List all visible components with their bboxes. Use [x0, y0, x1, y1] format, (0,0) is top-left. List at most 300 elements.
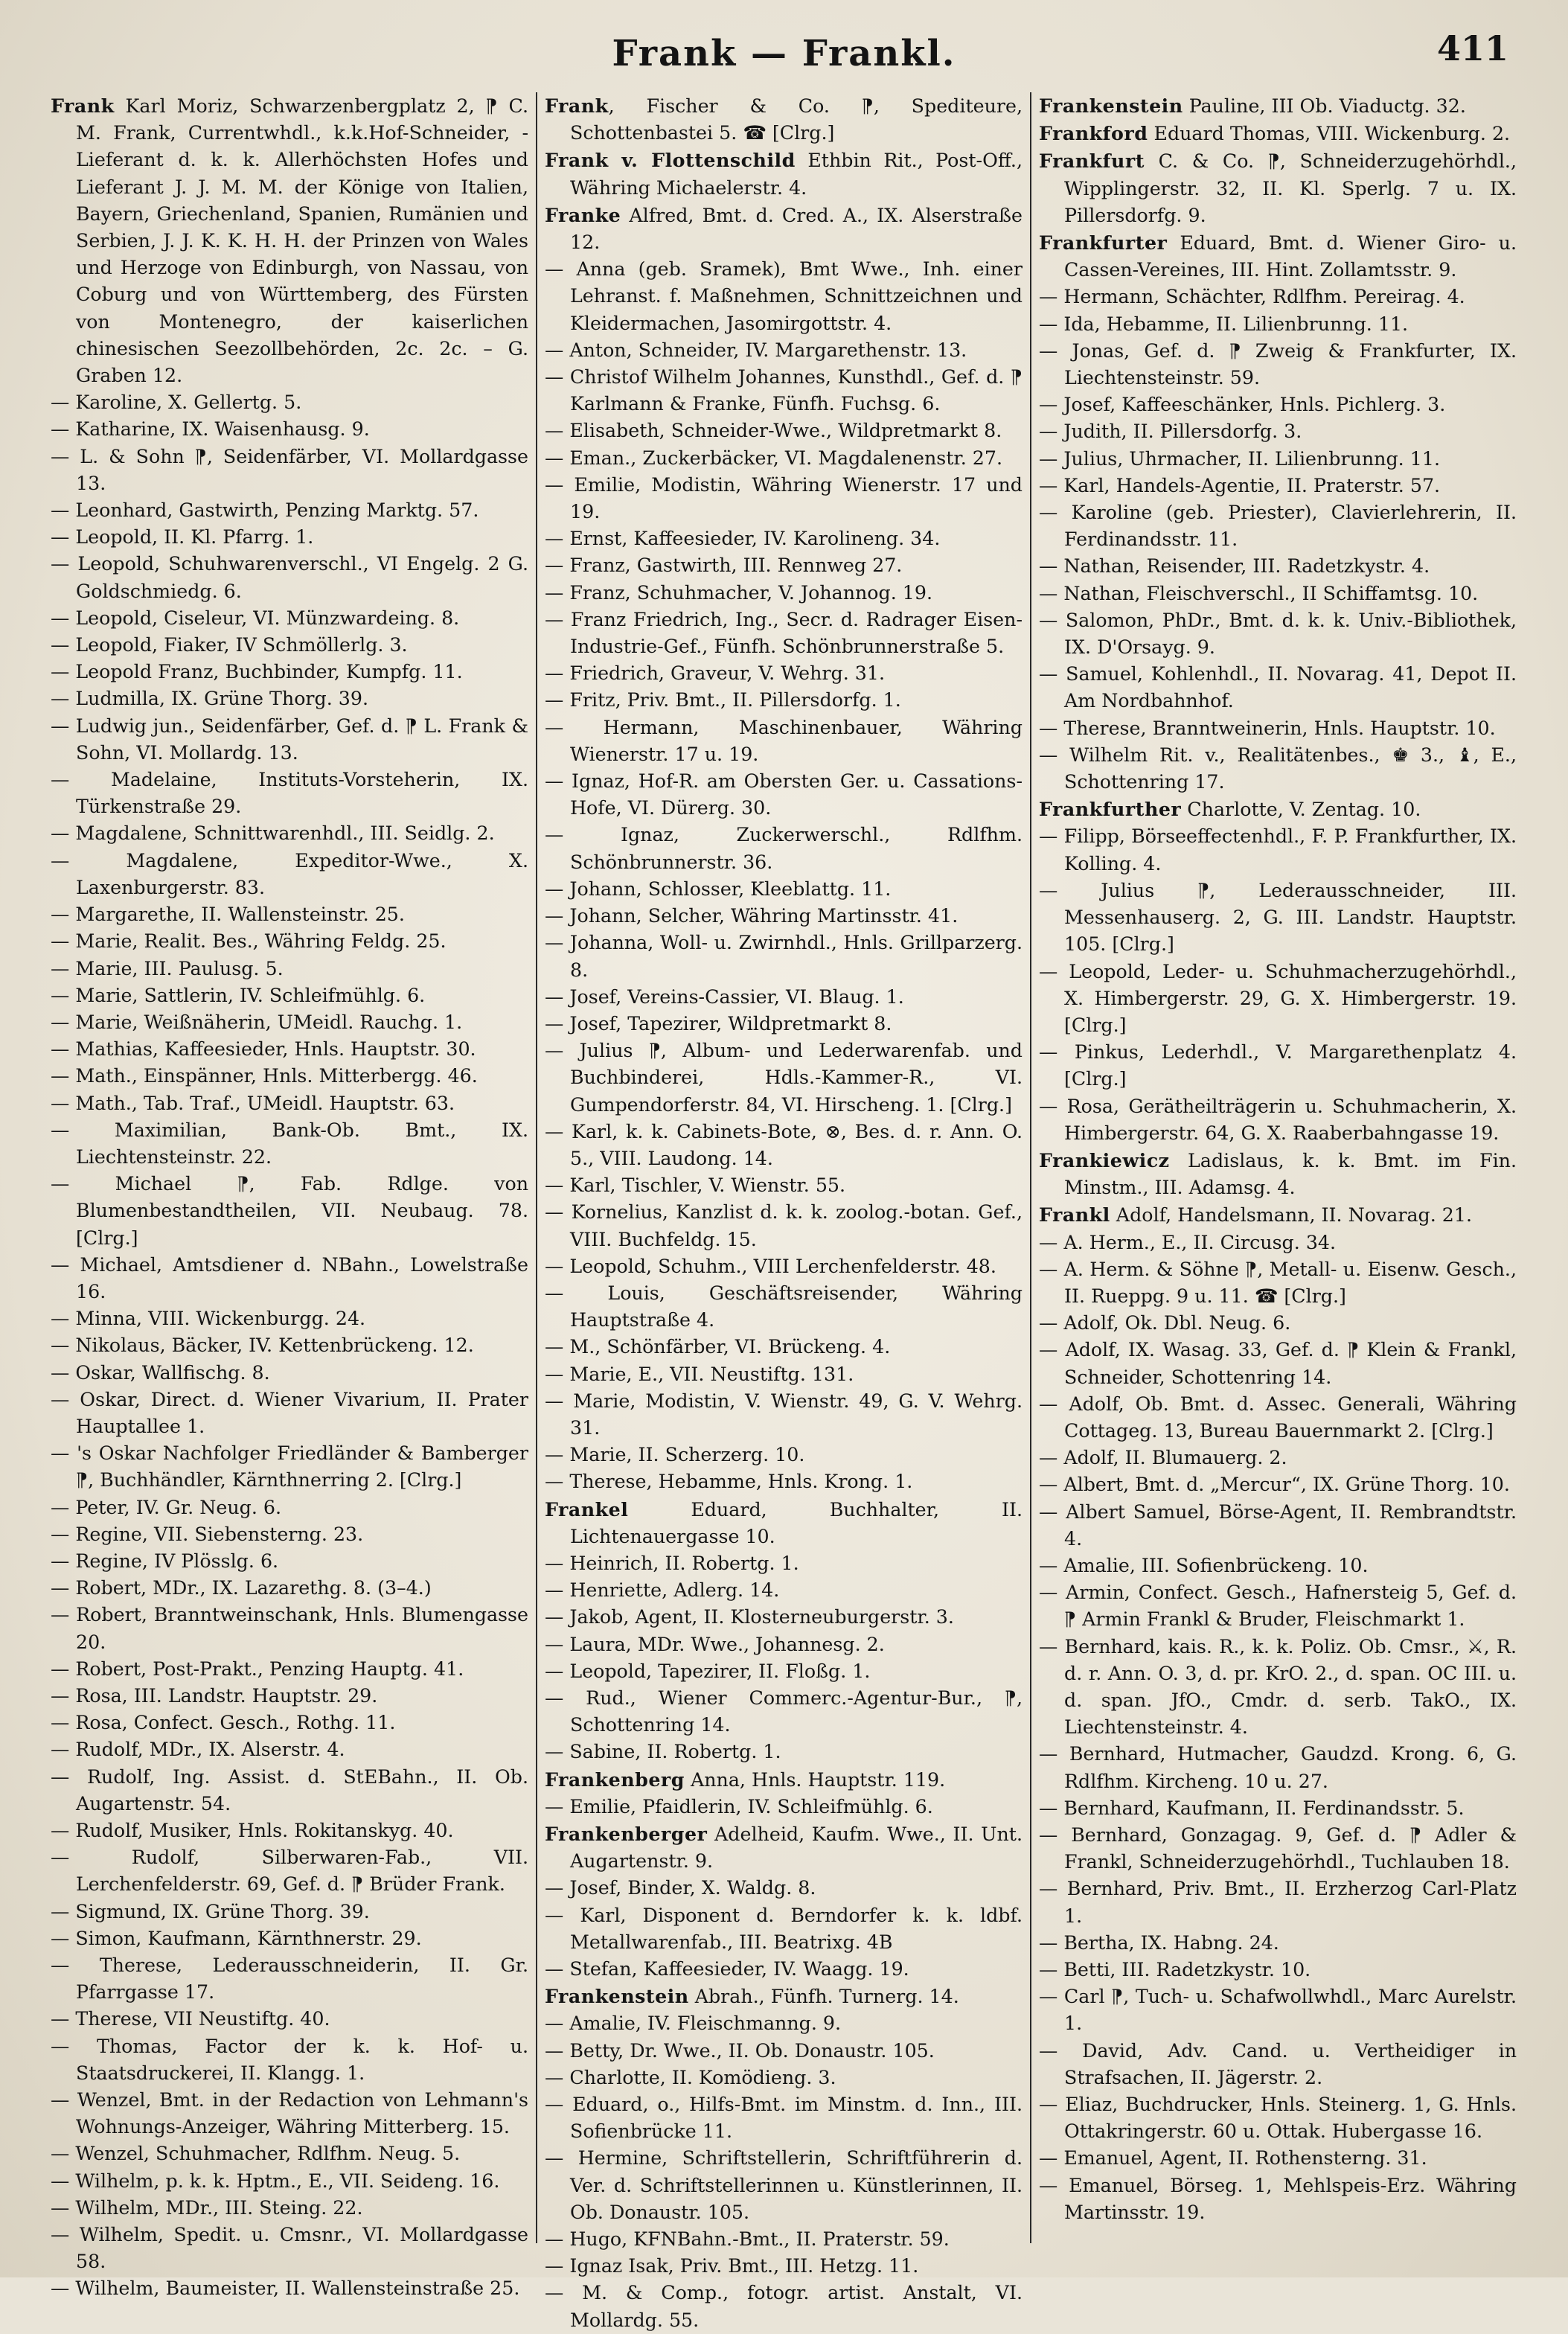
directory-entry: [1039, 742, 1517, 796]
entry-text: — Carl ⁋, Tuch- u. Schafwollwhdl., Marc Aurelstr. 1.: [1039, 1986, 1517, 2035]
entry-text: — Karl, Tischler, V. Wienstr. 55.: [545, 1174, 846, 1197]
entry-text: — Hugo, KFNBahn.-Bmt., II. Praterstr. 59.: [545, 2228, 950, 2251]
directory-entry: [1039, 499, 1517, 553]
directory-entry: [1039, 1795, 1517, 1822]
directory-entry: [545, 1658, 1023, 1685]
entry-surname: Frankiewicz: [1039, 1148, 1170, 1171]
entry-text: Karl Moriz, Schwarzenbergplatz 2, ⁋ C. M. Frank, Currentwhdl., k.k.Hof-Schneider, -Lieferant d. k. k. Allerhöchsten Hofes und Lieferant J. J. M. M. der Könige von Italien, Bayern, Griechenland, Spanien, Rumänien und Serbien, J. J. K. K. H. H. der Prinzen von Wales und Herzoge von Edinburgh, von Nassau, von Coburg und von Württemberg, des Fürsten von Montenegro, der kaiserlichen chinesischen Seezollbehörden, 2c. 2c. – G. Graben 12.: [76, 95, 528, 387]
directory-entry: [545, 2065, 1023, 2091]
directory-entry: [1039, 147, 1517, 229]
directory-entry: [1039, 877, 1517, 959]
directory-entry: [51, 92, 528, 389]
page-number: 411: [1436, 28, 1508, 68]
directory-entry: [51, 2033, 528, 2087]
running-title: Frank — Frankl.: [612, 33, 956, 74]
entry-text: — L. & Sohn ⁋, Seidenfärber, VI. Mollardgasse 13.: [51, 445, 528, 494]
directory-entry: [1039, 1983, 1517, 2037]
directory-entry: [1039, 391, 1517, 418]
directory-entry: [51, 389, 528, 416]
entry-text: — Filipp, Börseeffectenhdl., F. P. Frankfurther, IX. Kolling. 4.: [1039, 825, 1517, 875]
directory-entry: [51, 1952, 528, 2006]
directory-entry: [51, 685, 528, 712]
entry-text: Charlotte, V. Zentag. 10.: [1181, 799, 1421, 821]
directory-entry: [545, 687, 1023, 714]
directory-entry: [545, 876, 1023, 903]
directory-entry: [51, 632, 528, 659]
entry-surname: Frankel: [545, 1497, 629, 1521]
entry-text: — Rosa, Gerätheilträgerin u. Schuhmacherin, X. Himbergerstr. 64, G. X. Raaberbahngasse 19.: [1039, 1095, 1517, 1144]
entry-text: — Ida, Hebamme, II. Lilienbrunng. 11.: [1039, 313, 1409, 335]
directory-entry: [51, 2087, 528, 2140]
directory-entry: [545, 1820, 1023, 1875]
entry-text: — Albert, Bmt. d. „Mercur“, IX. Grüne Thorg. 10.: [1039, 1474, 1510, 1496]
entry-text: — Thomas, Factor der k. k. Hof- u. Staatsdruckerei, II. Klangg. 1.: [51, 2035, 528, 2084]
directory-entry: [545, 1604, 1023, 1631]
directory-entry: [1039, 92, 1517, 120]
directory-entry: [51, 1548, 528, 1575]
entry-text: — Rudolf, MDr., IX. Alserstr. 4.: [51, 1739, 345, 1761]
entry-text: — Rosa, Confect. Gesch., Rothg. 11.: [51, 1712, 396, 1734]
directory-entry: [51, 1036, 528, 1063]
entry-text: — Emilie, Pfaidlerin, IV. Schleifmühlg. 6.: [545, 1795, 933, 1817]
entry-text: — Marie, Modistin, V. Wienstr. 49, G. V. Wehrg. 31.: [545, 1390, 1023, 1439]
directory-entry: [545, 2145, 1023, 2226]
directory-entry: [51, 982, 528, 1009]
directory-entry: [51, 901, 528, 928]
entry-text: — Ignaz, Hof-R. am Obersten Ger. u. Cassations-Hofe, VI. Dürerg. 30.: [545, 770, 1023, 819]
directory-entry: [1039, 1579, 1517, 1633]
directory-entry: [545, 1119, 1023, 1172]
directory-entry: [545, 445, 1023, 472]
directory-entry: [51, 848, 528, 901]
directory-entry: [51, 928, 528, 955]
directory-entry: [545, 1468, 1023, 1495]
directory-entry: [1039, 1876, 1517, 1929]
entry-text: — Franz, Schuhmacher, V. Johannog. 19.: [545, 581, 933, 604]
entry-text: — Ernst, Kaffeesieder, IV. Karolineng. 34.: [545, 528, 941, 550]
directory-entry: [51, 1171, 528, 1252]
directory-entry: [545, 92, 1023, 147]
entry-text: — Johanna, Woll- u. Zwirnhdl., Hnls. Grillparzerg. 8.: [545, 932, 1023, 981]
directory-entry: [51, 1602, 528, 1655]
directory-entry: [1039, 446, 1517, 473]
directory-entry: [1039, 2172, 1517, 2226]
directory-entry: [51, 1387, 528, 1440]
directory-entry: [545, 930, 1023, 983]
entry-text: — Marie, Realit. Bes., Währing Feldg. 25.: [51, 930, 447, 953]
entry-text: — Eduard, o., Hilfs-Bmt. im Minstm. d. Inn., III. Sofienbrücke 11.: [545, 2094, 1023, 2143]
entry-text: — Armin, Confect. Gesch., Hafnersteig 5, Gef. d. ⁋ Armin Frankl & Bruder, Fleischmarkt 1.: [1039, 1582, 1517, 1631]
directory-entry: [545, 1280, 1023, 1334]
entry-text: — Salomon, PhDr., Bmt. d. k. k. Univ.-Bibliothek, IX. D'Orsayg. 9.: [1039, 609, 1517, 659]
directory-entry: [1039, 418, 1517, 445]
directory-entry: [51, 444, 528, 497]
directory-entry: [545, 1496, 1023, 1550]
entry-text: — Julius, Uhrmacher, II. Lilienbrunng. 11.: [1039, 447, 1440, 470]
directory-entry: [51, 1521, 528, 1548]
entry-text: — M. & Comp., fotogr. artist. Anstalt, VI. Mollardg. 55.: [545, 2282, 1023, 2331]
directory-entry: [545, 1577, 1023, 1604]
entry-text: — Wilhelm, Baumeister, II. Wallensteinstraße 25.: [51, 2277, 520, 2300]
directory-entry: [51, 1494, 528, 1521]
directory-entry: [545, 472, 1023, 525]
entry-text: — Sigmund, IX. Grüne Thorg. 39.: [51, 1900, 370, 1922]
directory-entry: [1039, 1634, 1517, 1742]
directory-entry: [51, 1683, 528, 1710]
entry-text: — Karl, Handels-Agentie, II. Praterstr. 57.: [1039, 474, 1441, 496]
directory-entry: [1039, 1553, 1517, 1579]
directory-entry: [51, 820, 528, 847]
entry-text: Adolf, Handelsmann, II. Novarag. 21.: [1110, 1204, 1473, 1227]
directory-entry: [51, 1360, 528, 1387]
directory-entry: [545, 1037, 1023, 1119]
entry-text: — Nathan, Reisender, III. Radetzkystr. 4.: [1039, 555, 1430, 578]
entry-text: — Jonas, Gef. d. ⁋ Zweig & Frankfurter, IX. Liechtensteinstr. 59.: [1039, 339, 1517, 389]
entry-text: — Pinkus, Lederhdl., V. Margarethenplatz 4. [Clrg.]: [1039, 1041, 1517, 1090]
entry-text: — Marie, Weißnäherin, UMeidl. Rauchg. 1.: [51, 1011, 463, 1033]
column-right: [1031, 92, 1524, 2243]
entry-text: — A. Herm., E., II. Circusg. 34.: [1039, 1231, 1337, 1253]
entry-text: — Katharine, IX. Waisenhausg. 9.: [51, 418, 370, 441]
directory-entry: [51, 767, 528, 820]
directory-entry: [545, 1902, 1023, 1956]
entry-text: — Madelaine, Instituts-Vorsteherin, IX. Türkenstraße 29.: [51, 769, 528, 818]
entry-text: — Adolf, II. Blumauerg. 2.: [1039, 1447, 1287, 1469]
directory-entry: [1039, 581, 1517, 607]
entry-text: — Karoline (geb. Priester), Clavierlehrerin, II. Ferdinandsstr. 11.: [1039, 502, 1517, 551]
directory-entry: [1039, 2145, 1517, 2172]
entry-text: — M., Schönfärber, VI. Brückeng. 4.: [545, 1336, 891, 1358]
entry-text: — Emilie, Modistin, Währing Wienerstr. 17 und 19.: [545, 473, 1023, 523]
entry-text: — Magdalene, Schnittwarenhdl., III. Seidlg. 2.: [51, 822, 495, 845]
directory-entry: [545, 525, 1023, 552]
entry-text: — Rud., Wiener Commerc.-Agentur-Bur., ⁋, Schottenring 14.: [545, 1686, 1023, 1736]
directory-entry: [545, 418, 1023, 444]
entry-text: — Julius ⁋, Lederausschneider, III. Messenhauserg. 2, G. III. Landstr. Hauptstr. 105. [Clrg.]: [1039, 879, 1517, 956]
entry-text: — Josef, Vereins-Cassier, VI. Blaug. 1.: [545, 985, 904, 1008]
entry-text: — Elisabeth, Schneider-Wwe., Wildpretmarkt 8.: [545, 420, 1002, 442]
directory-entry: [1039, 607, 1517, 661]
entry-text: — Anton, Schneider, IV. Margarethenstr. 13.: [545, 339, 967, 361]
directory-entry: [545, 1875, 1023, 1902]
directory-entry: [1039, 338, 1517, 391]
directory-entry: [51, 416, 528, 443]
directory-entry: [1039, 1741, 1517, 1794]
entry-text: — Eliaz, Buchdrucker, Hnls. Steinerg. 1, G. Hnls. Ottakringerstr. 60 u. Ottak. Hubergasse 16.: [1039, 2094, 1517, 2143]
directory-entry: [545, 1172, 1023, 1199]
entry-text: — Adolf, Ok. Dbl. Neug. 6.: [1039, 1312, 1291, 1334]
entry-text: — Hermann, Maschinenbauer, Währing Wienerstr. 17 u. 19.: [545, 716, 1023, 765]
entry-text: — Therese, Lederausschneiderin, II. Gr. Pfarrgasse 17.: [51, 1954, 528, 2004]
entry-text: Pauline, III Ob. Viaductg. 32.: [1183, 95, 1466, 117]
entry-text: Adelheid, Kaufm. Wwe., II. Unt. Augartenstr. 9.: [570, 1823, 1023, 1873]
directory-entry: [1039, 823, 1517, 877]
directory-entry: [1039, 959, 1517, 1040]
entry-text: — Laura, MDr. Wwe., Johannesg. 2.: [545, 1633, 885, 1655]
directory-entry: [545, 2091, 1023, 2145]
column-left: [43, 92, 537, 2300]
directory-entry: [51, 497, 528, 524]
entry-text: — Albert Samuel, Börse-Agent, II. Rembrandtstr. 4.: [1039, 1500, 1517, 1550]
entry-text: — Bernhard, Gonzagag. 9, Gef. d. ⁋ Adler & Frankl, Schneiderzugehörhdl., Tuchlauben 18.: [1039, 1824, 1517, 1873]
directory-entry: [545, 660, 1023, 687]
entry-text: — Wilhelm, p. k. k. Hptm., E., VII. Seideng. 16.: [51, 2170, 500, 2192]
directory-entry: [1039, 1256, 1517, 1310]
directory-entry: [1039, 1930, 1517, 1957]
entry-text: — Fritz, Priv. Bmt., II. Pillersdorfg. 1.: [545, 689, 901, 712]
entry-text: — Mathias, Kaffeesieder, Hnls. Hauptstr. 30.: [51, 1038, 476, 1061]
entry-surname: Frankfurther: [1039, 798, 1182, 821]
entry-text: , Fischer & Co. ⁋, Spediteure, Schottenbastei 5. ☎ [Clrg.]: [570, 95, 1023, 144]
entry-text: C. & Co. ⁋, Schneiderzugehörhdl., Wipplingerstr. 32, II. Kl. Sperlg. 7 u. IX. Pillersdorfg. 9.: [1064, 150, 1517, 226]
directory-entry: [545, 552, 1023, 579]
entry-text: — Bertha, IX. Habng. 24.: [1039, 1931, 1279, 1954]
directory-entry: [545, 2253, 1023, 2280]
entry-text: — Samuel, Kohlenhdl., II. Novarag. 41, Depot II. Am Nordbahnhof.: [1039, 663, 1517, 712]
directory-entry: [1039, 229, 1517, 284]
directory-entry: [51, 956, 528, 982]
entry-text: — Amalie, IV. Fleischmanng. 9.: [545, 2012, 842, 2035]
entry-text: — Bernhard, Priv. Bmt., II. Erzherzog Carl-Platz 1.: [1039, 1878, 1517, 1927]
entry-text: — Wilhelm, Spedit. u. Cmsnr., VI. Mollardgasse 58.: [51, 2224, 528, 2273]
directory-entry: [545, 202, 1023, 256]
entry-text: — Adolf, Ob. Bmt. d. Assec. Generali, Währing Cottageg. 13, Bureau Bauernmarkt 2. [Clrg.]: [1039, 1393, 1517, 1442]
entry-text: — Karl, Disponent d. Berndorfer k. k. ldbf. Metallwarenfab., III. Beatrixg. 4B: [545, 1904, 1023, 1953]
directory-entry: [545, 1334, 1023, 1361]
directory-entry: [545, 1766, 1023, 1794]
entry-text: Ethbin Rit., Post-Off., Währing Michaelerstr. 4.: [570, 150, 1023, 199]
entry-text: — Julius ⁋, Album- und Lederwarenfab. und Buchbinderei, Hdls.-Kammer-R., VI. Gumpendorferstr. 84, VI. Hirscheng. 1. [Clrg.]: [545, 1040, 1023, 1116]
entry-surname: Frankfurter: [1039, 231, 1168, 255]
entry-text: — Wenzel, Schuhmacher, Rdlfhm. Neug. 5.: [51, 2143, 461, 2165]
entry-surname: Franke: [545, 203, 621, 226]
entry-surname: Frank: [545, 95, 609, 117]
entry-text: — Margarethe, II. Wallensteinstr. 25.: [51, 904, 405, 926]
entry-surname: Frankenberg: [545, 1768, 685, 1791]
directory-entry: [1039, 553, 1517, 580]
entry-text: Anna, Hnls. Hauptstr. 119.: [684, 1768, 946, 1791]
directory-entry: [545, 1685, 1023, 1739]
entry-text: — Simon, Kaufmann, Kärnthnerstr. 29.: [51, 1927, 422, 1949]
entry-text: — Ignaz Isak, Priv. Bmt., III. Hetzg. 11.: [545, 2255, 919, 2277]
directory-entry: [545, 1631, 1023, 1658]
entry-text: — Franz Friedrich, Ing., Secr. d. Radrager Eisen-Industrie-Gef., Fünfh. Schönbrunnerstraße 5.: [545, 608, 1023, 658]
entry-text: — Wilhelm Rit. v., Realitätenbes., ♚ 3., ♝, E., Schottenring 17.: [1039, 744, 1517, 793]
entry-text: — Hermine, Schriftstellerin, Schriftführerin d. Ver. d. Schriftstellerinnen u. Künstlerinnen, II. Ob. Donaustr. 105.: [545, 2147, 1023, 2223]
directory-entry: [1039, 1957, 1517, 1983]
entry-text: — Johann, Schlosser, Kleeblattg. 11.: [545, 877, 892, 900]
entry-surname: Frankenstein: [1039, 95, 1183, 117]
directory-entry: [1039, 120, 1517, 147]
entry-text: — Josef, Binder, X. Waldg. 8.: [545, 1877, 816, 1899]
entry-text: — Michael, Amtsdiener d. NBahn., Lowelstraße 16.: [51, 1253, 528, 1302]
directory-entry: [51, 605, 528, 632]
entry-text: — Josef, Tapezirer, Wildpretmarkt 8.: [545, 1012, 892, 1035]
entry-text: — Therese, Branntweinerin, Hnls. Hauptstr. 10.: [1039, 717, 1496, 739]
directory-entry: [51, 1764, 528, 1817]
directory-entry: [1039, 284, 1517, 310]
entry-text: — Leopold, Tapezirer, II. Floßg. 1.: [545, 1660, 871, 1682]
directory-entry: [545, 337, 1023, 364]
entry-text: — Marie, E., VII. Neustiftg. 131.: [545, 1363, 854, 1385]
directory-entry: [545, 2280, 1023, 2333]
directory-entry: [51, 2275, 528, 2302]
entry-text: — Marie, Sattlerin, IV. Schleifmühlg. 6.: [51, 984, 426, 1006]
entry-text: — Robert, MDr., IX. Lazarethg. 8. (3–4.): [51, 1577, 432, 1599]
directory-entry: [51, 2006, 528, 2033]
entry-surname: Frank v. Flottenschild: [545, 149, 796, 172]
directory-entry: [1039, 1499, 1517, 1553]
entry-text: — Karoline, X. Gellertg. 5.: [51, 391, 302, 414]
entry-text: — Kornelius, Kanzlist d. k. k. zoolog.-botan. Gef., VIII. Buchfeldg. 15.: [545, 1201, 1023, 1250]
entry-surname: Frankl: [1039, 1203, 1110, 1227]
directory-entry: [51, 551, 528, 604]
directory-entry: [545, 768, 1023, 822]
entry-text: — Leonhard, Gastwirth, Penzing Marktg. 57.: [51, 499, 479, 522]
entry-text: — Leopold, Schuhwarenverschl., VI Engelg. 2 G. Goldschmiedg. 6.: [51, 553, 528, 602]
entry-text: — Stefan, Kaffeesieder, IV. Waagg. 19.: [545, 1958, 909, 1980]
entry-surname: Frank: [51, 95, 115, 117]
entry-text: — Regine, IV Plösslg. 6.: [51, 1550, 279, 1572]
entry-text: — Josef, Kaffeeschänker, Hnls. Pichlerg. 3.: [1039, 394, 1446, 416]
entry-text: Eduard Thomas, VIII. Wickenburg. 2.: [1148, 123, 1511, 145]
directory-entry: [545, 1361, 1023, 1388]
entry-surname: Frankford: [1039, 122, 1148, 145]
directory-entry: [545, 364, 1023, 418]
directory-entry: [545, 714, 1023, 768]
directory-entry: [1039, 1201, 1517, 1229]
entry-text: — Ludwig jun., Seidenfärber, Gef. d. ⁋ L. Frank & Sohn, VI. Mollardg. 13.: [51, 714, 528, 764]
entry-text: — Louis, Geschäftsreisender, Währing Hauptstraße 4.: [545, 1282, 1023, 1331]
directory-entry: [1039, 2038, 1517, 2091]
directory-entry: [51, 713, 528, 767]
directory-entry: [51, 1305, 528, 1332]
directory-entry: [1039, 1822, 1517, 1876]
directory-entry: [51, 1252, 528, 1305]
entry-text: — Oskar, Direct. d. Wiener Vivarium, II. Prater Hauptallee 1.: [51, 1388, 528, 1437]
entry-text: — Wilhelm, MDr., III. Steing. 22.: [51, 2196, 363, 2219]
entry-text: — Franz, Gastwirth, III. Rennweg 27.: [545, 554, 903, 577]
entry-text: — Emanuel, Agent, II. Rothensterng. 31.: [1039, 2147, 1427, 2170]
directory-entry: [1039, 1445, 1517, 1471]
entry-text: — Nikolaus, Bäcker, IV. Kettenbrückeng. 12.: [51, 1334, 474, 1357]
directory-entry: [545, 256, 1023, 337]
entry-text: — 's Oskar Nachfolger Friedländer & Bamberger ⁋, Buchhändler, Kärnthnerring 2. [Clrg.]: [51, 1442, 528, 1491]
entry-text: — Karl, k. k. Cabinets-Bote, ⊗, Bes. d. r. Ann. O. 5., VIII. Laudong. 14.: [545, 1120, 1023, 1169]
entry-text: — Robert, Branntweinschank, Hnls. Blumengasse 20.: [51, 1604, 528, 1653]
directory-entry: [1039, 796, 1517, 823]
entry-text: — Therese, Hebamme, Hnls. Krong. 1.: [545, 1471, 913, 1493]
directory-entry: [51, 1899, 528, 1925]
entry-text: — Adolf, IX. Wasag. 33, Gef. d. ⁋ Klein & Frankl, Schneider, Schottenring 14.: [1039, 1339, 1517, 1388]
directory-entry: [51, 1009, 528, 1036]
directory-entry: [51, 2195, 528, 2222]
entry-text: Abrah., Fünfh. Turnerg. 14.: [688, 1986, 959, 2008]
entry-text: — Hermann, Schächter, Rdlfhm. Pereirag. 4.: [1039, 286, 1465, 308]
entry-text: Ladislaus, k. k. Bmt. im Fin. Minstm., III. Adamsg. 4.: [1064, 1149, 1517, 1199]
directory-entry: [1039, 311, 1517, 338]
entry-text: — David, Adv. Cand. u. Vertheidiger in Strafsachen, II. Jägerstr. 2.: [1039, 2039, 1517, 2088]
entry-text: — Marie, II. Scherzerg. 10.: [545, 1444, 805, 1466]
entry-text: — Peter, IV. Gr. Neug. 6.: [51, 1496, 282, 1518]
directory-entry: [545, 1388, 1023, 1442]
directory-entry: [51, 2168, 528, 2195]
entry-text: — Rudolf, Silberwaren-Fab., VII. Lerchenfelderstr. 69, Gef. d. ⁋ Brüder Frank.: [51, 1847, 528, 1896]
entry-text: — Emanuel, Börseg. 1, Mehlspeis-Erz. Währing Martinsstr. 19.: [1039, 2174, 1517, 2223]
entry-text: — Bernhard, Hutmacher, Gaudzd. Krong. 6, G. Rdlfhm. Kircheng. 10 u. 27.: [1039, 1743, 1517, 1792]
entry-text: — Marie, III. Paulusg. 5.: [51, 957, 284, 979]
directory-entry: [1039, 1147, 1517, 1201]
entry-text: — Leopold, Leder- u. Schuhmacherzugehörhdl., X. Himbergerstr. 29, G. X. Himbergerstr. 19. [Clrg.]: [1039, 960, 1517, 1036]
directory-entry: [51, 1925, 528, 1952]
directory-entry: [51, 1736, 528, 1763]
directory-entry: [545, 1199, 1023, 1253]
entry-text: — Robert, Post-Prakt., Penzing Hauptg. 41.: [51, 1657, 464, 1680]
entry-text: — Rudolf, Ing. Assist. d. StEBahn., II. Ob. Augartenstr. 54.: [51, 1765, 528, 1815]
entry-text: — Heinrich, II. Robertg. 1.: [545, 1552, 799, 1574]
directory-entry: [51, 1656, 528, 1683]
column-middle: [537, 92, 1031, 2331]
entry-text: — Christof Wilhelm Johannes, Kunsthdl., Gef. d. ⁋ Karlmann & Franke, Fünfh. Fuchsg. 6.: [545, 366, 1023, 415]
directory-entry: [51, 1117, 528, 1171]
entry-text: — Jakob, Agent, II. Klosterneuburgerstr. 3.: [545, 1606, 954, 1628]
entry-text: — Wenzel, Bmt. in der Redaction von Lehmann's Wohnungs-Anzeiger, Währing Mitterberg. 15.: [51, 2089, 528, 2138]
directory-entry: [545, 2010, 1023, 2037]
directory-entry: [545, 2038, 1023, 2065]
entry-text: — Bernhard, kais. R., k. k. Poliz. Ob. Cmsr., ⚔, R. d. r. Ann. O. 3, d. pr. KrO. 2., d. span. OC III. u. d. span. JfO., Cmdr. d. serb. TakO., IX. Liechtensteinstr. 4.: [1039, 1635, 1517, 1739]
directory-entry: [1039, 661, 1517, 714]
entry-text: — Charlotte, II. Komödieng. 3.: [545, 2066, 836, 2088]
entry-text: — Math., Einspänner, Hnls. Mitterbergg. 46.: [51, 1065, 478, 1087]
entry-text: — Leopold Franz, Buchbinder, Kumpfg. 11.: [51, 661, 463, 683]
directory-entry: [545, 903, 1023, 930]
directory-entry: [545, 984, 1023, 1011]
entry-text: Alfred, Bmt. d. Cred. A., IX. Alserstraße 12.: [570, 204, 1023, 254]
entry-text: — Magdalene, Expeditor-Wwe., X. Laxenburgerstr. 83.: [51, 849, 528, 898]
entry-columns: [43, 92, 1524, 2331]
entry-text: — Ignaz, Zuckerwerschl., Rdlfhm. Schönbrunnerstr. 36.: [545, 824, 1023, 873]
entry-text: — Nathan, Fleischverschl., II Schiffamtsg. 10.: [1039, 582, 1479, 604]
directory-entry: [545, 1956, 1023, 1983]
entry-text: — Michael ⁋, Fab. Rdlge. von Blumenbestandtheilen, VII. Neubaug. 78. [Clrg.]: [51, 1173, 528, 1249]
entry-text: — Leopold, Ciseleur, VI. Münzwardeing. 8.: [51, 607, 460, 629]
entry-text: — Rosa, III. Landstr. Hauptstr. 29.: [51, 1684, 378, 1707]
directory-entry: [51, 659, 528, 685]
entry-text: — Leopold, II. Kl. Pfarrg. 1.: [51, 526, 314, 549]
directory-entry: [545, 1011, 1023, 1037]
entry-text: — A. Herm. & Söhne ⁋, Metall- u. Eisenw. Gesch., II. Rueppg. 9 u. 11. ☎ [Clrg.]: [1039, 1258, 1517, 1307]
entry-text: — Friedrich, Graveur, V. Wehrg. 31.: [545, 662, 886, 685]
directory-entry: [545, 1253, 1023, 1280]
directory-entry: [545, 1794, 1023, 1820]
directory-entry: [1039, 1093, 1517, 1147]
directory-entry: [1039, 1337, 1517, 1390]
directory-entry: [1039, 1230, 1517, 1256]
entry-text: — Therese, VII Neustiftg. 40.: [51, 2008, 330, 2030]
directory-entry: [51, 2140, 528, 2167]
directory-entry: [51, 1063, 528, 1090]
directory-entry: [51, 524, 528, 551]
directory-entry: [51, 1332, 528, 1359]
entry-text: — Maximilian, Bank-Ob. Bmt., IX. Liechtensteinstr. 22.: [51, 1119, 528, 1168]
entry-text: — Betti, III. Radetzkystr. 10.: [1039, 1959, 1311, 1981]
directory-entry: [1039, 1039, 1517, 1093]
entry-text: — Leopold, Fiaker, IV Schmöllerlg. 3.: [51, 634, 408, 656]
entry-text: — Johann, Selcher, Währing Martinsstr. 41.: [545, 905, 959, 927]
directory-entry: [1039, 2091, 1517, 2145]
directory-entry: [545, 580, 1023, 607]
directory-entry: [545, 607, 1023, 660]
